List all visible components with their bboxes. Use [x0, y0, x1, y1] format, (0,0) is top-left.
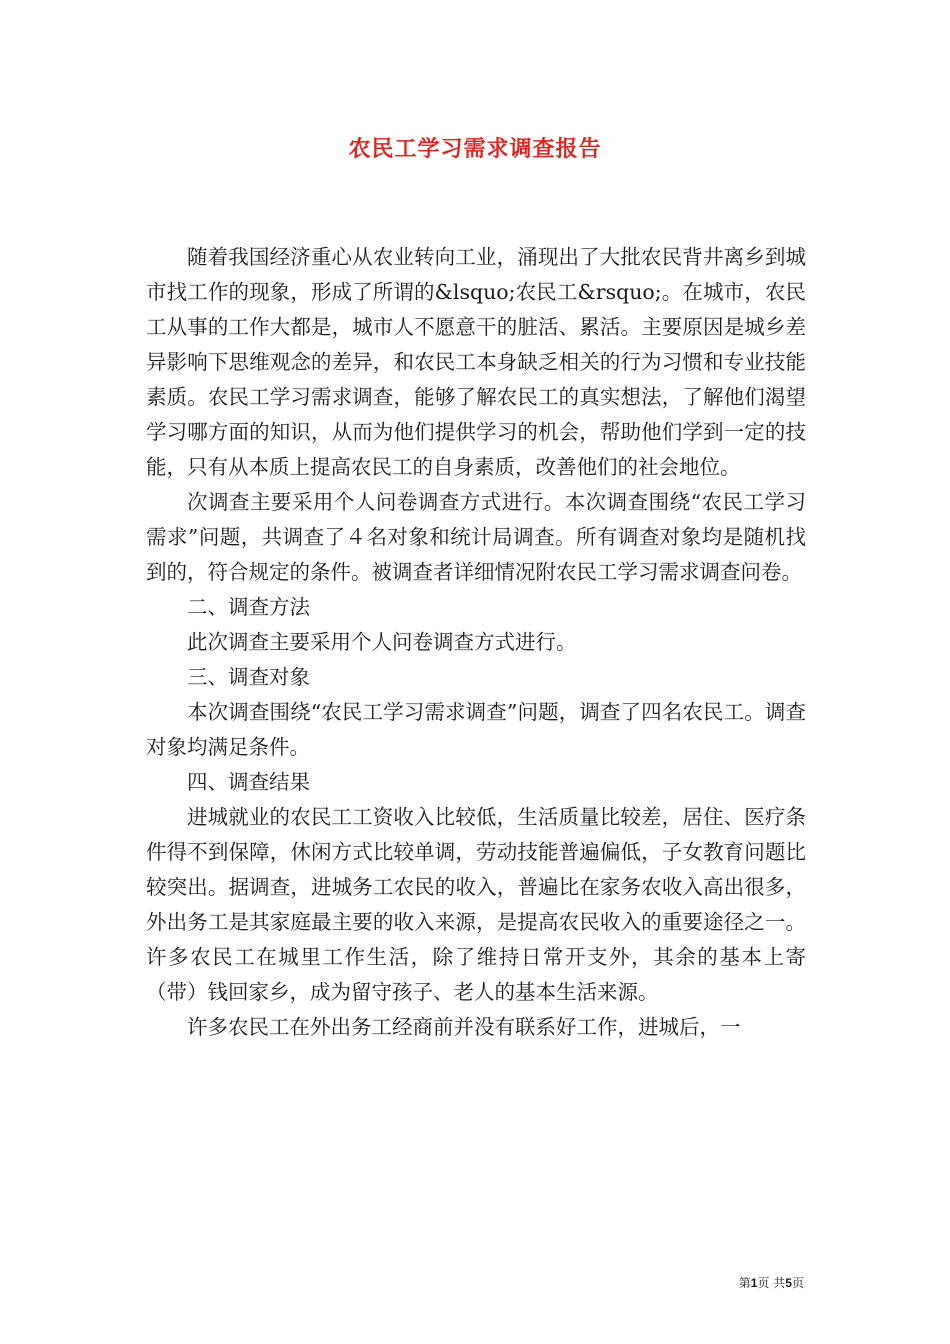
- footer-middle: 页 共: [757, 1276, 786, 1290]
- paragraph-survey-results: 进城就业的农民工工资收入比较低，生活质量比较差，居住、医疗条件得不到保障，休闲方式比较单调，劳动技能普遍偏低，子女教育问题比较突出。据调查，进城务工农民的收入，普遍比在家务农收入高出很多，外出务工是其家庭最主要的收入来源，是提高农民收入的重要途径之一。许多农民工在城里工作生活，除了维持日常开支外，其余的基本上寄（带）钱回家乡，成为留守孩子、老人的基本生活来源。: [146, 805, 806, 1004]
- paragraph-survey-method: 此次调查主要采用个人问卷调查方式进行。: [187, 630, 577, 654]
- page-number-footer: [739, 1275, 804, 1291]
- footer-total-pages: 5: [785, 1276, 792, 1290]
- footer-current-page: 1: [750, 1276, 758, 1290]
- heading-survey-method: 二、调查方法: [187, 595, 310, 619]
- paragraph-survey-overview: 次调查主要采用个人问卷调查方式进行。本次调查围绕“农民工学习需求”问题，共调查了４名对象和统计局调查。所有调查对象均是随机找到的，符合规定的条件。被调查者详细情况附农民工学习需求调查问卷。: [146, 490, 806, 584]
- heading-survey-results: 四、调查结果: [187, 770, 310, 794]
- footer-prefix: 第: [738, 1276, 751, 1290]
- footer-suffix: 页: [791, 1276, 804, 1290]
- document-body: [146, 240, 806, 1045]
- page-title: 农民工学习需求调查报告: [348, 136, 602, 162]
- heading-survey-subjects: 三、调查对象: [187, 665, 310, 689]
- paragraph-intro: 随着我国经济重心从农业转向工业，涌现出了大批农民背井离乡到城市找工作的现象，形成了所谓的&lsquo;农民工&rsquo;。在城市，农民工从事的工作大都是，城市人不愿意干的脏活、累活。主要原因是城乡差异影响下思维观念的差异，和农民工本身缺乏相关的行为习惯和专业技能素质。农民工学习需求调查，能够了解农民工的真实想法，了解他们渴望学习哪方面的知识，从而为他们提供学习的机会，帮助他们学到一定的技能，只有从本质上提高农民工的自身素质，改善他们的社会地位。: [146, 245, 806, 479]
- paragraph-survey-subjects: 本次调查围绕“农民工学习需求调查”问题，调查了四名农民工。调查对象均满足条件。: [146, 700, 806, 759]
- paragraph-continued: 许多农民工在外出务工经商前并没有联系好工作，进城后，一: [187, 1015, 741, 1039]
